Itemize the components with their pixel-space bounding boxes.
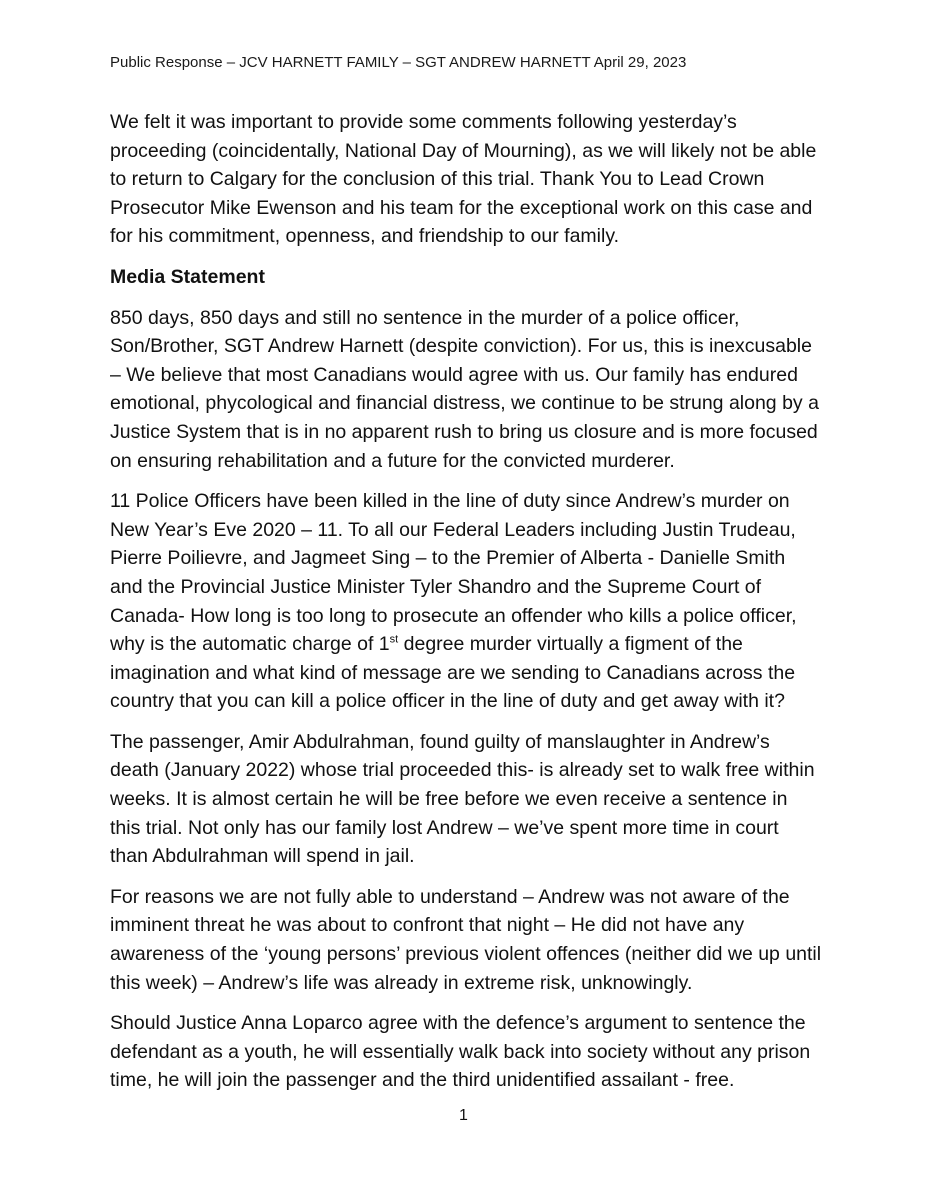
paragraph-3: The passenger, Amir Abdulrahman, found guilty of manslaughter in Andrew’s death (January 2022) whose trial proceeded this- is already set to walk free within weeks. It is almost certain he will be free before we even receive a sentence in this trial. Not only has our family lost Andrew – we’ve spent more time in court than Abdulrahman will spend in jail.	[110, 730, 815, 868]
page-number: 1	[459, 1107, 468, 1124]
paragraph-4: For reasons we are not fully able to understand – Andrew was not aware of the imminent threat he was about to confront that night – He did not have any awareness of the ‘young persons’ previous violent offences (neither did we up until this week) – Andrew’s life was already in extreme risk, unknowingly.	[110, 885, 822, 994]
intro-paragraph: We felt it was important to provide some comments following yesterday’s proceeding (coincidentally, National Day of Mourning), as we will likely not be able to return to Calgary for the conclusion of this trial. Thank You to Lead Crown Prosecutor Mike Ewenson and his team for the exceptional work on this case and for his commitment, openness, and friendship to our family.	[110, 111, 817, 248]
paragraph-2-part-1: 11 Police Officers have been killed in the line of duty since Andrew’s murder on New Year’s Eve 2020 – 11. To all our Federal Leaders including Justin Trudeau, Pierre Poilievre, and Jagmeet Sing – to the Premier of Alberta - Danielle Smith and the Provincial Justice Minister Tyler Shandro and the Supreme Court of Canada- How long is too long to prosecute an offender who kills a police officer, why is the automatic charge of 1	[110, 490, 797, 656]
section-heading: Media Statement	[110, 265, 265, 288]
paragraph-5: Should Justice Anna Loparco agree with the defence’s argument to sentence the defendant as a youth, he will essentially walk back into society without any prison time, he will join the passenger and the third unidentified assailant - free.	[110, 1012, 811, 1092]
ordinal-superscript: st	[389, 633, 399, 646]
paragraph-1: 850 days, 850 days and still no sentence in the murder of a police officer, Son/Brother, SGT Andrew Harnett (despite conviction). For us, this is inexcusable – We believe that most Canadians would agree with us. Our family has endured emotional, phycological and financial distress, we continue to be strung along by a Justice System that is in no apparent rush to bring us closure and is more focused on ensuring rehabilitation and a future for the convicted murderer.	[110, 306, 819, 472]
document-body	[110, 108, 822, 1107]
paragraph-2-part-2: degree murder virtually a figment of the imagination and what kind of message are we sending to Canadians across the country that you can kill a police officer in the line of duty and get away with it?	[110, 633, 796, 713]
paragraph-2	[110, 487, 822, 716]
page-header: Public Response – JCV HARNETT FAMILY – SGT ANDREW HARNETT April 29, 2023	[110, 54, 687, 71]
